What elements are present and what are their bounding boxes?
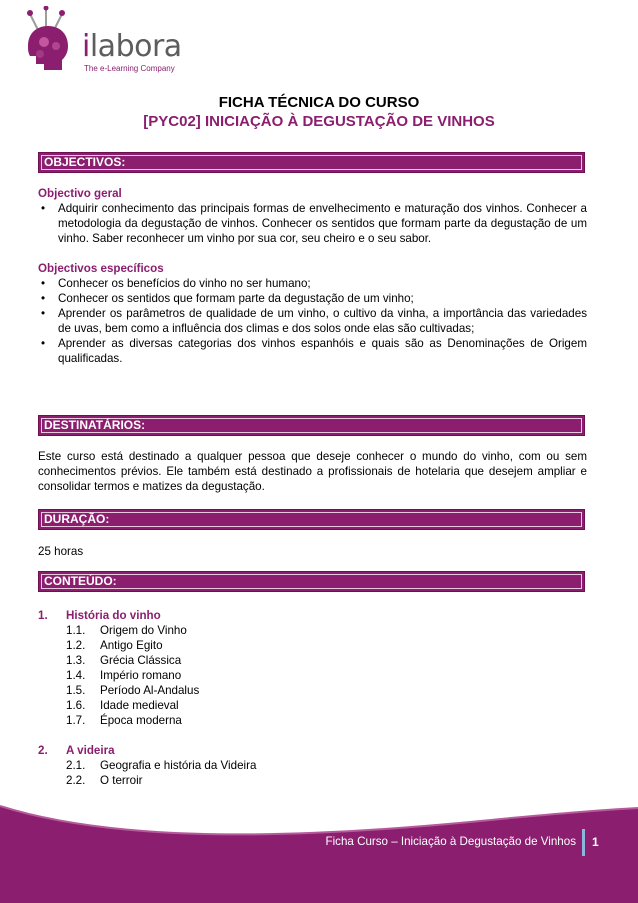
objectivo-geral-title: Objectivo geral <box>38 187 122 200</box>
module-item: 1.7. Época moderna <box>66 714 182 727</box>
list-item: • Aprender as diversas categorias dos vinhos espanhóis e quais são as Denominações de Origem qualificadas. <box>38 336 587 366</box>
module-item: 1.4. Império romano <box>66 669 182 682</box>
module-item: 1.2. Antigo Egito <box>66 639 163 652</box>
section-header-objectivos <box>38 152 585 173</box>
section-heading: OBJECTIVOS: <box>41 155 582 170</box>
list-item: • Aprender os parâmetros de qualidade de um vinho, o cultivo da vinha, a importância das variedades de uvas, bem como a influência dos climas e dos solos onde elas são cultivadas; <box>38 306 587 336</box>
module-item: 1.5. Período Al-Andalus <box>66 684 200 697</box>
module-title: 1. História do vinho <box>38 609 161 622</box>
section-heading: CONTEÚDO: <box>41 574 582 589</box>
destinatarios-text: Este curso está destinado a qualquer pessoa que deseje conhecer o mundo do vinho, com ou sem conhecimentos prévios. Ele também está destinado a profissionais de hotelaria que desejem ampliar e consolidar termos e matizes da degustação. <box>38 450 587 493</box>
list-item: • Conhecer os benefícios do vinho no ser humano; <box>38 276 587 291</box>
module-item: 1.6. Idade medieval <box>66 699 179 712</box>
logo-tagline: The e-Learning Company <box>84 64 175 73</box>
module-item: 2.1. Geografia e história da Videira <box>66 759 257 772</box>
conteudo-list <box>38 608 587 788</box>
objectivos-content <box>38 186 587 366</box>
module-title: 2. A videira <box>38 744 115 757</box>
list-item: • Conhecer os sentidos que formam parte da degustação de um vinho; <box>38 291 587 306</box>
footer-divider <box>582 829 585 856</box>
duracao-text: 25 horas <box>38 545 84 558</box>
head-logo-icon <box>16 6 82 76</box>
module-item: 2.2. O terroir <box>66 774 143 787</box>
page-title: FICHA TÉCNICA DO CURSO <box>218 94 420 111</box>
section-header-duracao <box>38 509 585 530</box>
page-number: 1 <box>592 835 599 849</box>
section-heading: DURAÇÃO: <box>41 512 582 527</box>
company-logo <box>16 6 182 76</box>
section-heading: DESTINATÁRIOS: <box>41 418 582 433</box>
list-item: • Adquirir conhecimento das principais formas de envelhecimento e maturação dos vinhos. Conhecer a metodologia da degustação de vinhos. Conhecer os sentidos que formam parte da degustação de um vinho. Saber reconhecer um vinho por sua cor, seu cheiro e o seu sabor. <box>38 201 587 246</box>
section-header-destinatarios <box>38 415 585 436</box>
module-item: 1.3. Grécia Clássica <box>66 654 182 667</box>
footer-wave <box>0 800 638 903</box>
logo-wordmark: ilabora <box>82 29 182 64</box>
footer-title: Ficha Curso – Iniciação à Degustação de Vinhos <box>325 835 576 848</box>
objectivos-especificos-title: Objectivos específicos <box>38 262 164 275</box>
section-header-conteudo <box>38 571 585 592</box>
course-title: [PYC02] INICIAÇÃO À DEGUSTAÇÃO DE VINHOS <box>143 113 495 130</box>
module-item: 1.1. Origem do Vinho <box>66 624 187 637</box>
